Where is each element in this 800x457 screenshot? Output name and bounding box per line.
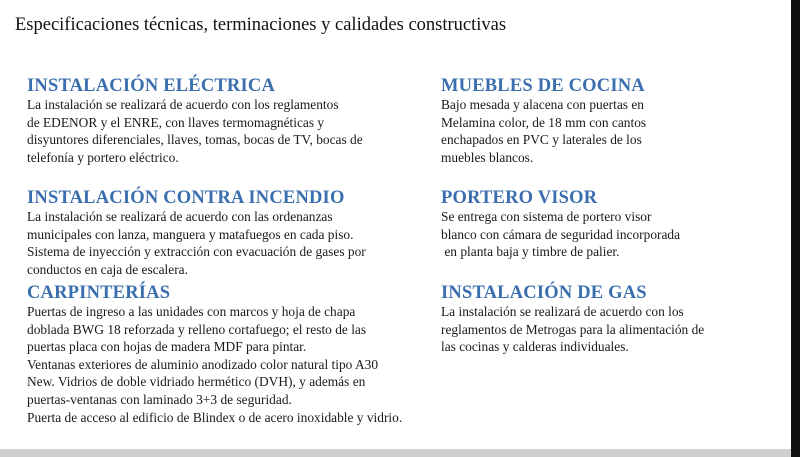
section-body (441, 303, 704, 356)
section-line: municipales con lanza, manguera y matafuegos en cada piso. (27, 226, 354, 242)
section-heading: PORTERO VISOR (441, 188, 598, 208)
section-line: reglamentos de Metrogas para la alimentación de (441, 321, 705, 337)
section-line: muebles blancos. (441, 149, 534, 165)
section-body (441, 208, 680, 261)
section-body (441, 96, 646, 166)
section-heading: INSTALACIÓN CONTRA INCENDIO (27, 188, 345, 208)
page-title: Especificaciones técnicas, terminaciones y calidades constructivas (15, 15, 507, 35)
section-line: las cocinas y calderas individuales. (441, 339, 629, 355)
section-heading: MUEBLES DE COCINA (441, 76, 645, 96)
section-line: puertas placa con hojas de madera MDF para pintar. (27, 339, 307, 355)
section-instalacion-contra-incendio (27, 188, 366, 278)
section-line: Se entrega con sistema de portero visor (441, 209, 652, 224)
section-line: doblada BWG 18 reforzada y relleno cortafuego; el resto de las (27, 321, 367, 337)
section-line: Ventanas exteriores de aluminio anodizado color natural tipo A30 (27, 356, 379, 372)
bottom-edge (0, 449, 800, 457)
section-heading: INSTALACIÓN DE GAS (441, 283, 647, 303)
section-line: telefonía y portero eléctrico. (27, 149, 179, 165)
section-line: La instalación se realizará de acuerdo con los (441, 304, 684, 319)
section-portero-visor (441, 188, 680, 261)
section-line: New. Vidrios de doble vidriado hermético (DVH), y además en (27, 374, 366, 390)
section-line: de EDENOR y el ENRE, con llaves termomagnéticas y (27, 114, 325, 130)
section-line: La instalación se realizará de acuerdo con los reglamentos (27, 97, 339, 112)
section-line: disyuntores diferenciales, llaves, tomas, bocas de TV, bocas de (27, 132, 363, 148)
section-line: Puertas de ingreso a las unidades con marcos y hoja de chapa (27, 304, 356, 319)
section-instalacion-de-gas (441, 283, 704, 356)
section-body (27, 208, 366, 278)
section-line: Puerta de acceso al edificio de Blindex o de acero inoxidable y vidrio. (27, 409, 403, 425)
section-line: en planta baja y timbre de palier. (441, 244, 620, 260)
corner-edge (791, 449, 800, 457)
section-body (27, 96, 363, 166)
section-line: La instalación se realizará de acuerdo con las ordenanzas (27, 209, 333, 224)
section-line: Sistema de inyección y extracción con evacuación de gases por (27, 244, 366, 260)
section-line: enchapados en PVC y laterales de los (441, 132, 642, 148)
right-edge (791, 0, 800, 457)
section-carpinterias (27, 283, 402, 426)
section-heading: CARPINTERÍAS (27, 283, 171, 303)
section-body (27, 303, 402, 426)
section-heading: INSTALACIÓN ELÉCTRICA (27, 76, 276, 96)
section-instalacion-electrica (27, 76, 363, 166)
section-line: Bajo mesada y alacena con puertas en (441, 97, 644, 112)
section-line: conductos en caja de escalera. (27, 261, 188, 277)
section-line: blanco con cámara de seguridad incorporada (441, 226, 681, 242)
section-line: Melamina color, de 18 mm con cantos (441, 114, 647, 130)
section-line: puertas-ventanas con laminado 3+3 de seguridad. (27, 391, 292, 407)
section-muebles-de-cocina (441, 76, 646, 166)
